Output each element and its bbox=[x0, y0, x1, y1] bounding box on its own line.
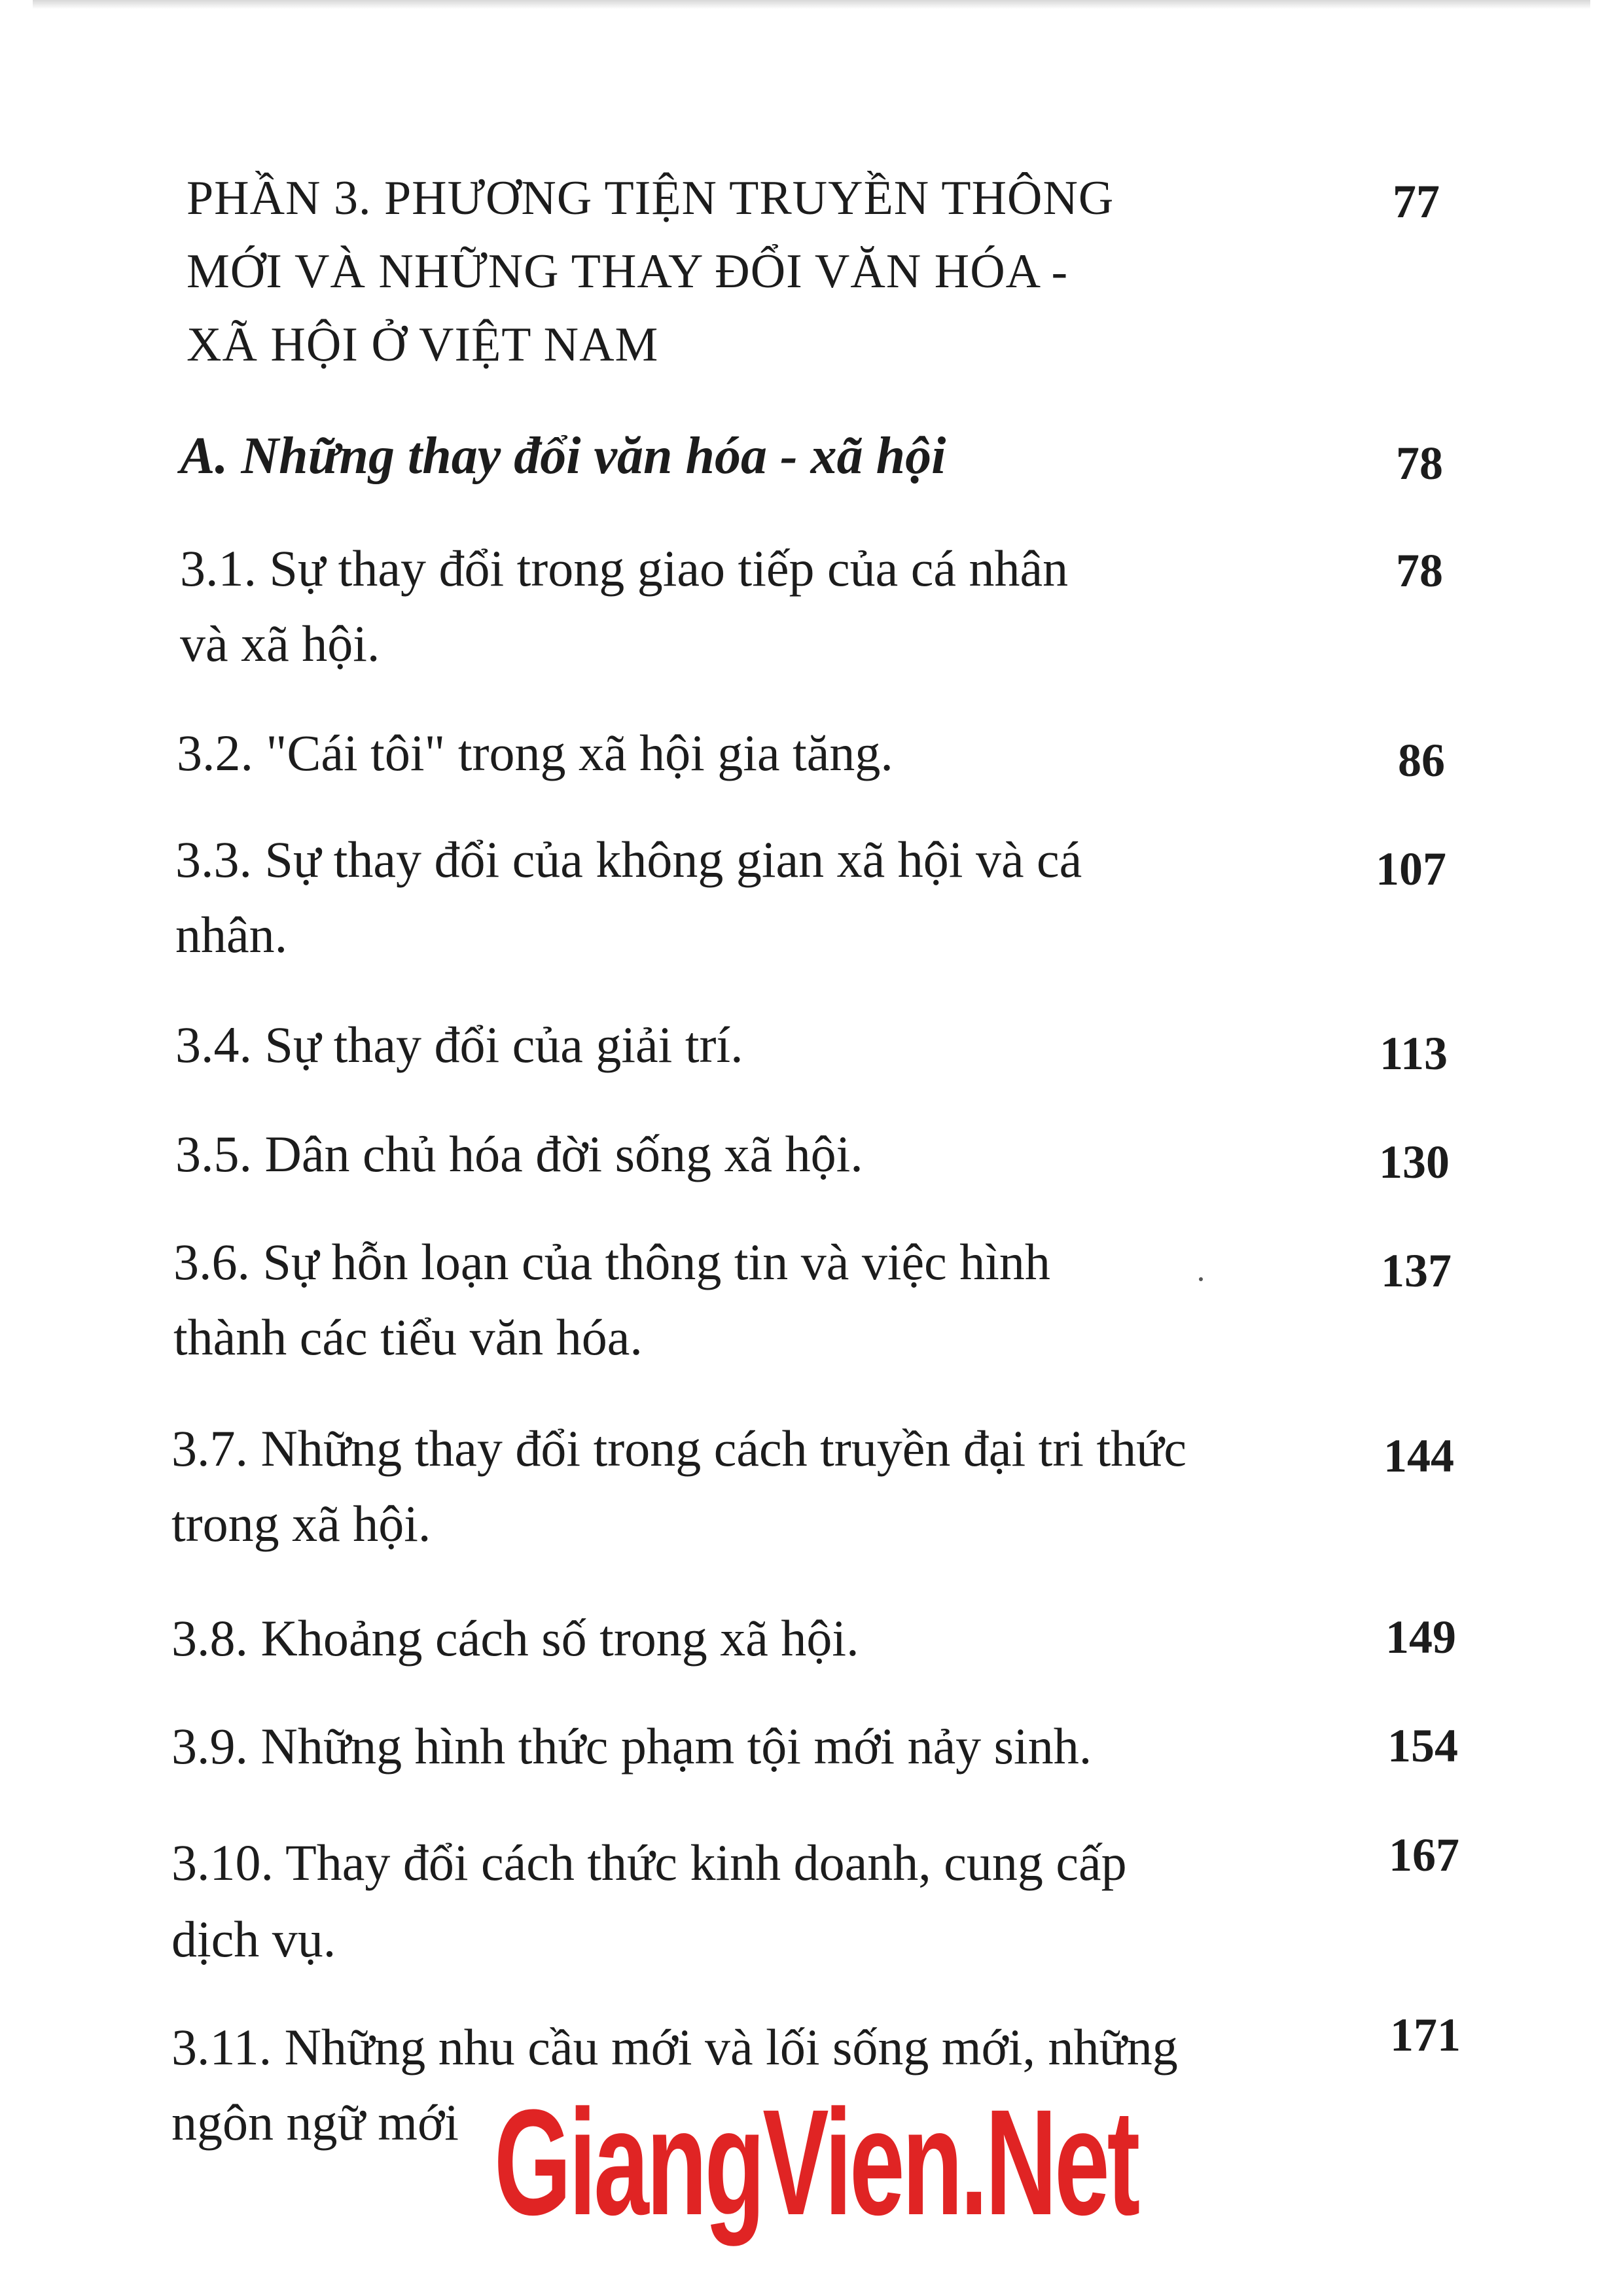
toc-entry-page: 113 bbox=[1379, 1027, 1448, 1080]
toc-entry-title-line: PHẦN 3. PHƯƠNG TIỆN TRUYỀN THÔNG bbox=[187, 171, 1115, 225]
toc-entry-page: 130 bbox=[1379, 1136, 1450, 1188]
toc-entry-title-line: ngôn ngữ mới bbox=[171, 2094, 459, 2151]
toc-entry-title-line: 3.5. Dân chủ hóa đời sống xã hội. bbox=[175, 1125, 863, 1182]
toc-entry-title-line: 3.6. Sự hỗn loạn của thông tin và việc hình bbox=[173, 1233, 1050, 1290]
toc-entry-title-line: MỚI VÀ NHỮNG THAY ĐỔI VĂN HÓA - bbox=[187, 245, 1069, 298]
toc-entry-title-line: 3.4. Sự thay đổi của giải trí. bbox=[175, 1016, 743, 1073]
toc-entry-title-line: A. Những thay đổi văn hóa - xã hội bbox=[180, 427, 946, 485]
toc-entry-page: 78 bbox=[1396, 544, 1443, 597]
toc-entry-title-line: 3.1. Sự thay đổi trong giao tiếp của cá nhân bbox=[180, 540, 1069, 597]
toc-entry-title-line: XÃ HỘI Ở VIỆT NAM bbox=[187, 318, 659, 372]
toc-entry-page: 149 bbox=[1385, 1611, 1456, 1663]
toc-entry-page: 144 bbox=[1383, 1430, 1454, 1482]
toc-entry-title-line: nhân. bbox=[175, 906, 288, 963]
toc-entry-title-line: 3.2. "Cái tôi" trong xã hội gia tăng. bbox=[177, 724, 893, 781]
scan-edge-shadow bbox=[33, 0, 1590, 9]
toc-entry-page: 154 bbox=[1387, 1720, 1458, 1772]
toc-entry-title-line: 3.7. Những thay đổi trong cách truyền đại tri thức bbox=[171, 1420, 1187, 1477]
speck bbox=[1199, 1277, 1203, 1281]
toc-entry-title-line: và xã hội. bbox=[180, 615, 380, 672]
watermark-logo: GiangVien.Net bbox=[494, 2078, 1138, 2246]
toc-entry-page: 107 bbox=[1376, 843, 1446, 895]
toc-entry-title-line: thành các tiểu văn hóa. bbox=[173, 1309, 643, 1366]
toc-entry-title-line: 3.3. Sự thay đổi của không gian xã hội và cá bbox=[175, 831, 1082, 888]
toc-entry-title-line: dịch vụ. bbox=[171, 1911, 336, 1968]
toc-entry-page: 137 bbox=[1381, 1245, 1452, 1297]
toc-entry-title-line: 3.10. Thay đổi cách thức kinh doanh, cung cấp bbox=[171, 1834, 1127, 1891]
toc-entry-title-line: trong xã hội. bbox=[171, 1495, 431, 1552]
toc-entry-page: 86 bbox=[1398, 734, 1445, 786]
toc-entry-title-line: 3.11. Những nhu cầu mới và lối sống mới, những bbox=[171, 2019, 1178, 2075]
toc-entry-page: 167 bbox=[1389, 1829, 1459, 1881]
toc-entry-page: 78 bbox=[1396, 437, 1443, 489]
toc-entry-title-line: 3.9. Những hình thức phạm tội mới nảy sinh. bbox=[171, 1718, 1092, 1775]
toc-entry-page: 171 bbox=[1390, 2009, 1461, 2061]
toc-entry-title-line: 3.8. Khoảng cách số trong xã hội. bbox=[171, 1610, 859, 1667]
toc-entry-page: 77 bbox=[1393, 175, 1440, 228]
